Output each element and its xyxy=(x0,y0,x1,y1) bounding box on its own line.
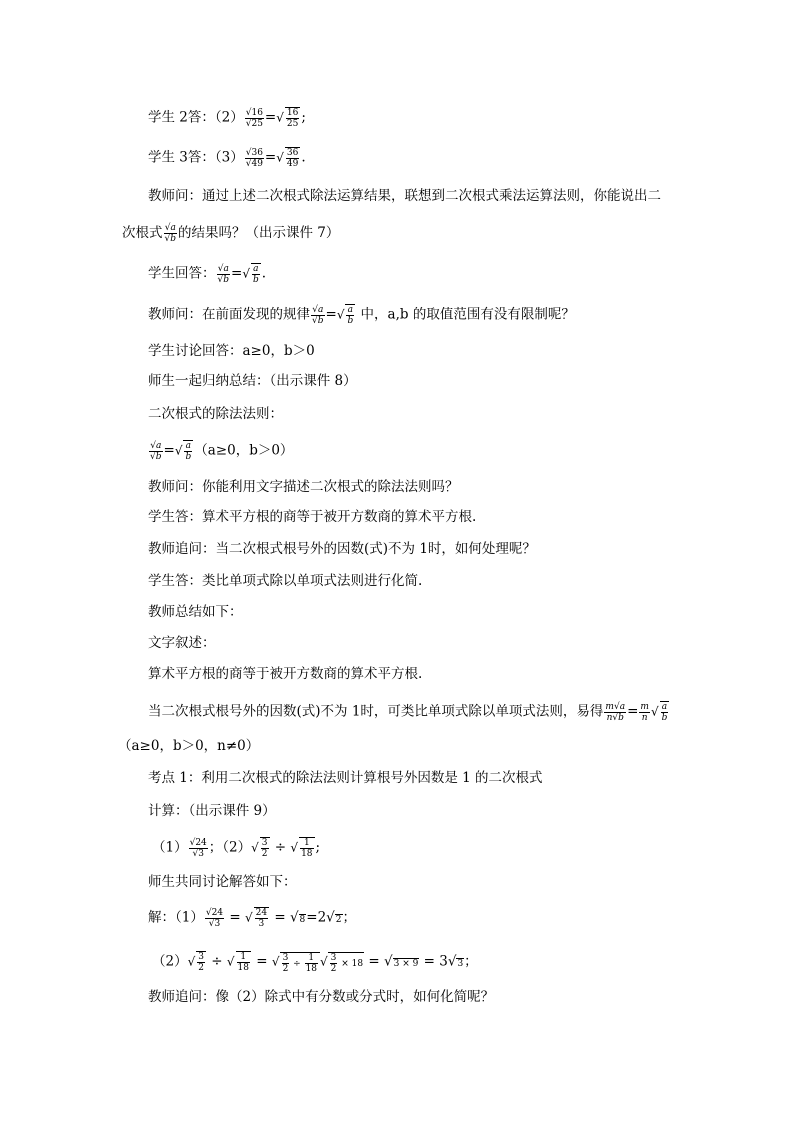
text-description xyxy=(148,664,422,684)
teacher-question-3 xyxy=(148,477,459,497)
teacher-followup xyxy=(148,539,536,559)
summary-heading xyxy=(148,371,357,391)
fraction: $\frac{a}{b}$ xyxy=(185,441,192,462)
line-text: 学生答：类比单项式除以单项式法则进行化简. xyxy=(148,573,423,589)
fraction: $\frac{√a}{√b}$ xyxy=(312,304,324,326)
line-text: （a≥0，b＞0，n≠0） xyxy=(118,738,260,754)
extended-rule: 当二次根式根号外的因数(式)不为 1时，可类比单项式除以单项式法则，易得 $\frac{m√a}{n√b}$ = $\frac{m}{n}$ √ $\frac{a}{b}$ xyxy=(148,701,668,723)
line-text: 二次根式的除法法则： xyxy=(148,406,283,422)
fraction: $\frac{a}{b}$ xyxy=(661,702,668,723)
fraction: $\frac{36}{49}$ xyxy=(286,148,299,169)
fraction: $\frac{m√a}{n√b}$ xyxy=(605,701,626,723)
fraction: $\frac{a}{b}$ xyxy=(347,305,354,326)
student-answer-3 xyxy=(148,571,422,591)
line-text: 次根式 xyxy=(122,225,163,241)
fraction: $\frac{a}{b}$ xyxy=(252,264,259,285)
rule-formula: $\frac{√a}{√b}$ =√ $\frac{a}{b}$ （a≥0，b＞0） xyxy=(150,440,294,462)
fraction: $\frac{√a}{√b}$ xyxy=(150,440,162,462)
fraction: $\frac{m}{n}$ xyxy=(640,701,649,723)
fraction: $\frac{3}{2}$ xyxy=(198,952,204,973)
fraction: $\frac{3}{2}$ xyxy=(261,838,268,859)
student-discussion xyxy=(148,341,315,361)
line-text: 教师问：通过上述二次根式除法运算结果，联想到二次根式乘法运算法则，你能说出二 xyxy=(148,188,661,204)
extended-rule-condition xyxy=(118,736,259,756)
student-2-answer: 学生 2答：（2） $\frac{√16}{√25}$ =√ $\frac{16}{25}$ ; xyxy=(148,107,306,129)
line-text: 学生答：算术平方根的商等于被开方数商的算术平方根. xyxy=(148,509,477,525)
student-3-answer: 学生 3答：（3） $\frac{√36}{√49}$ =√ $\frac{36}{49}$ . xyxy=(148,147,306,169)
fraction: $\frac{16}{25}$ xyxy=(286,108,299,129)
fraction: $\frac{24}{3}$ xyxy=(255,908,268,929)
teacher-question-2: 教师问：在前面发现的规律 $\frac{√a}{√b}$ =√ $\frac{a}{b}$ 中，a,b 的取值范围有没有限制呢？ xyxy=(148,304,575,326)
line-text: 算术平方根的商等于被开方数商的算术平方根. xyxy=(148,666,423,682)
line-text: 学生 2答：（2） xyxy=(148,109,244,126)
line-text: 计算：（出示课件 9） xyxy=(148,803,276,819)
line-text: 当二次根式根号外的因数(式)不为 1时，可类比单项式除以单项式法则，易得 xyxy=(148,703,604,720)
line-text: 考点 1：利用二次根式的除法法则计算根号外因数是 1 的二次根式 xyxy=(148,770,543,786)
fraction: $\frac{√a}{√b}$ xyxy=(217,263,230,285)
student-answer-2 xyxy=(148,507,476,527)
fraction: $\frac{1}{18}$ xyxy=(301,838,313,859)
line-text: 师生一起归纳总结：（出示课件 8） xyxy=(148,373,357,389)
line-text: 的结果吗？（出示课件 7） xyxy=(178,225,340,241)
solution-2: （2）√ $\frac{3}{2}$ ÷ √ $\frac{1}{18}$ = √ $\frac{3}{2}$ ÷ $\frac{1}{18}$ √ $\frac{3}{2}$ × 18 = √3 × 9 = 3√3； xyxy=(152,952,478,974)
fraction: $\frac{√36}{√49}$ xyxy=(245,147,263,169)
rule-title xyxy=(148,404,283,424)
teacher-question-1 xyxy=(148,186,661,206)
solution-1: 解：（1） $\frac{√24}{√3}$ = √ $\frac{24}{3}$ = √8=2√2； xyxy=(148,907,357,929)
student-answer: 学生回答： $\frac{√a}{√b}$ =√ $\frac{a}{b}$ . xyxy=(148,263,267,285)
line-text: （1） xyxy=(152,839,188,856)
line-text: 学生 3答：（3） xyxy=(148,149,244,166)
line-text: 解：（1） xyxy=(148,909,204,926)
teacher-summary xyxy=(148,602,243,622)
joint-discussion xyxy=(148,872,297,892)
text-description-label xyxy=(148,633,216,653)
line-text: 中，a,b 的取值范围有没有限制呢？ xyxy=(356,306,575,323)
line-text: 学生讨论回答：a≥0，b＞0 xyxy=(148,343,315,359)
line-text: 师生共同讨论解答如下： xyxy=(148,874,297,890)
line-text: 学生回答： xyxy=(148,265,216,282)
exercise-problems: （1） $\frac{√24}{√3}$ ；（2）√ $\frac{3}{2}$ ÷ √ $\frac{1}{18}$ ; xyxy=(152,837,321,859)
exam-point-1 xyxy=(148,768,543,788)
line-text: 教师追问：当二次根式根号外的因数(式)不为 1时，如何处理呢？ xyxy=(148,541,536,557)
line-text: 文字叙述： xyxy=(148,635,216,651)
line-text: 教师问：在前面发现的规律 xyxy=(148,306,310,323)
fraction: $\frac{1}{18}$ xyxy=(237,952,249,973)
fraction: $\frac{√24}{√3}$ xyxy=(189,837,207,859)
teacher-question-1-cont xyxy=(122,223,339,244)
line-text: 教师总结如下： xyxy=(148,604,243,620)
line-text: （2） xyxy=(152,953,188,970)
teacher-followup-2 xyxy=(148,987,494,1007)
line-text: （a≥0，b＞0） xyxy=(194,442,294,459)
fraction: $\frac{√a}{√b}$ xyxy=(164,223,177,244)
calculate-heading xyxy=(148,801,276,821)
fraction: $\frac{√16}{√25}$ xyxy=(245,107,263,129)
line-text: 教师追问：像（2）除式中有分数或分式时，如何化简呢？ xyxy=(148,989,495,1005)
fraction: $\frac{√24}{√3}$ xyxy=(205,907,224,929)
line-text: 教师问：你能利用文字描述二次根式的除法法则吗？ xyxy=(148,479,459,495)
